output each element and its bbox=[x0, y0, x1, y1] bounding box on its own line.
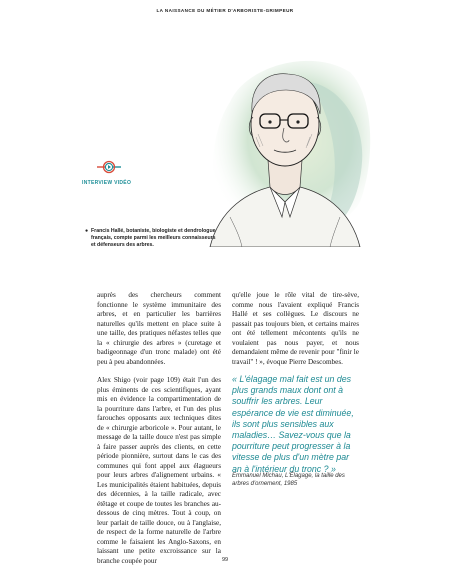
paragraph: Alex Shigo (voir page 109) était l'un des plus éminents de ces scientifiques, ayant mis en évidence la compartimentation de la pourriture dans l'arbre, et l'un des plus farouches opposants aux techniques dites de « chirurgie arboricole ». Pour autant, le message de la taille douce n'est pas simple à faire passer auprès des clients, en cette période pionnière, surtout dans le cas des communes qui font appel aux élagueurs pour leurs arbres d'alignement urbains. « Les municipalités étaient habituées, depuis des décennies, à la taille radicale, avec étêtage et coupe de toutes les branches au-dessous de cinq mètres. Tout à coup, on leur parlait de taille douce, ou à l'anglaise, de respect de la forme naturelle de l'arbre comme le faisaient les Anglo-Saxons, en laissant une petite excroissance sur la branche coupée pour bbox=[97, 376, 221, 565]
caption-bullet: ● bbox=[85, 228, 89, 234]
quote-work: L'Élagage, la taille des arbres d'ornement, 1985 bbox=[232, 473, 345, 487]
video-label: INTERVIEW VIDÉO bbox=[82, 180, 132, 186]
paragraph: qu'elle joue le rôle vital de tire-sève, comme nous l'avaient expliqué Francis Hallé et ses collègues. Le discours ne passait pas toujours bien, et certains maires ont été tellement mécontents qu'ils ne voulaient pas nous payer, et nous demandaient même de revenir pour "finir le travail" ! », évoque Pierre Descombes. bbox=[232, 291, 359, 366]
portrait-illustration bbox=[190, 42, 380, 247]
quote-source bbox=[232, 472, 360, 488]
caption-text: Francis Hallé, botaniste, biologiste et dendrologue français, compte parmi les meilleurs connaisseurs et défenseurs des arbres. bbox=[91, 228, 216, 248]
running-head: LA NAISSANCE DU MÉTIER D'ARBORISTE-GRIMPEUR bbox=[156, 8, 294, 13]
quote-author: Emmanuel Michau, bbox=[232, 473, 284, 479]
page-number: 99 bbox=[221, 557, 229, 563]
right-column bbox=[232, 291, 359, 367]
left-column bbox=[97, 291, 221, 566]
paragraph: auprès des chercheurs comment fonctionne le système immunitaire des arbres, et en particulier les barrières naturelles qu'ils mettent en place suite à une taille, des pratiques néfastes telles que la « chirurgie des arbres » (curetage et badigeonnage d'un tronc malade) ont été peu à peu abandonnées. bbox=[97, 291, 221, 366]
video-play-icon bbox=[96, 160, 122, 174]
portrait-caption bbox=[85, 228, 216, 249]
pull-quote: « L'élagage mal fait est un des plus grands maux dont ont à souffrir les arbres. Leur espérance de vie est diminuée, ils sont plus sensibles aux maladies… Savez-vous que la pourriture peut progresser à la vitesse de plus d'un mètre par an à l'intérieur du tronc ? » bbox=[232, 374, 354, 474]
